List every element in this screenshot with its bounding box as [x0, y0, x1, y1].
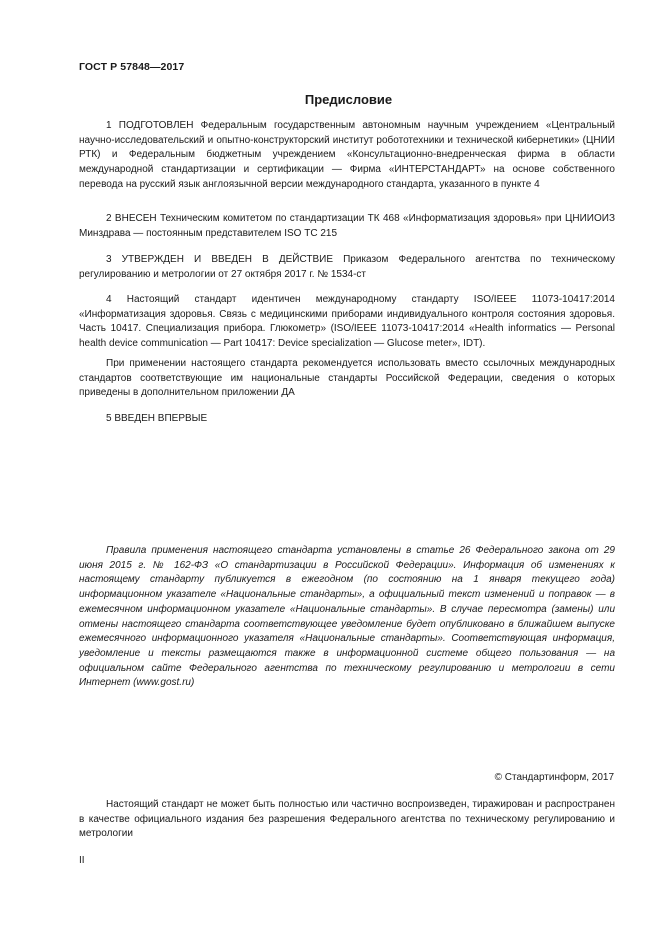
page-title: Предисловие [304, 92, 393, 107]
section-3-paragraph: 3 УТВЕРЖДЕН И ВВЕДЕН В ДЕЙСТВИЕ Приказом Федерального агентства по техническому регулированию и метрологии от 27 октября 2017 г. № 1534-ст [79, 254, 615, 280]
standard-number: ГОСТ Р 57848—2017 [79, 61, 185, 73]
application-rules-notice: Правила применения настоящего стандарта установлены в статье 26 Федерального закона от 29 июня 2015 г. № 162-ФЗ «О стандартизации в Российской Федерации». Информация об изменениях к настоящему стандарту публикуется в ежегодном (по состоянию на 1 января текущего года) информационном указателе «Национальные стандарты», а официальный текст изменений и поправок — в ежемесячном информационном указателе «Национальные стандарты». В случае пересмотра (замены) или отмены настоящего стандарта соответствующее уведомление будет опубликовано в ближайшем выпуске ежемесячного информационного указателя «Национальные стандарты». Соответствующая информация, уведомление и тексты размещаются также в информационной системе общего пользования — на официальном сайте Федерального агентства по техническому регулированию и метрологии в сети Интернет (www.gost.ru) [79, 545, 615, 689]
section-4-paragraph: 4 Настоящий стандарт идентичен международному стандарту ISO/IEEE 11073-10417:2014 «Информатизация здоровья. Связь с медицинскими приборами индивидуального контроля состояния здоровья. Часть 10417. Специализация прибора. Глюкометр» (ISO/IEEE 11073-10417:2014 «Health informatics — Personal health device communication — Part 10417: Device specialization — Glucose meter», IDT). [79, 294, 615, 350]
section-2-paragraph: 2 ВНЕСЕН Техническим комитетом по стандартизации ТК 468 «Информатизация здоровья» при ЦНИИОИЗ Минздрава — постоянным представителем ISO ТС 215 [79, 213, 615, 239]
copyright-line: © Стандартинформ, 2017 [494, 772, 614, 783]
page-number: II [79, 855, 85, 866]
section-5-paragraph: 5 ВВЕДЕН ВПЕРВЫЕ [106, 413, 208, 424]
section-4-note-paragraph: При применении настоящего стандарта рекомендуется использовать вместо ссылочных международных стандартов соответствующие им национальные стандарты Российской Федерации, сведения о которых приведены в дополнительном приложении ДА [79, 358, 615, 399]
section-1-paragraph: 1 ПОДГОТОВЛЕН Федеральным государственным автономным научным учреждением «Центральный научно-исследовательский и опытно-конструкторский институт робототехники и технической кибернетики» (ЦНИИ РТК) и Федеральным бюджетным учреждением «Консультационно-внедренческая фирма в области международной стандартизации и сертификации — Фирма «ИНТЕРСТАНДАРТ» на основе собственного перевода на русский язык англоязычной версии международного стандарта, указанного в пункте 4 [79, 120, 615, 190]
reproduction-notice: Настоящий стандарт не может быть полностью или частично воспроизведен, тиражирован и распространен в качестве официального издания без разрешения Федерального агентства по техническому регулированию и метрологии [79, 799, 615, 840]
